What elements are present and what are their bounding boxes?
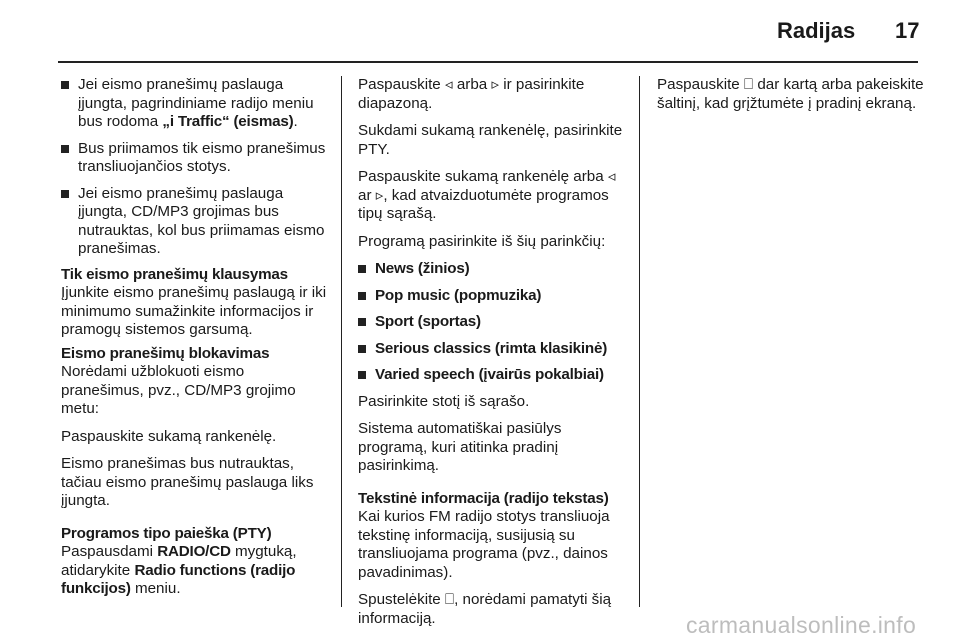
section-heading-listening: Tik eismo pranešimų klausymas: [61, 265, 288, 283]
paragraph: Programą pasirinkite iš šių parinkčių:: [358, 232, 606, 250]
bullet-item: Jei eismo pranešimų paslauga įjungta, CD/MP3 grojimas bus nutrauktas, kol bus priimamas eismo pranešimas.: [61, 185, 329, 259]
column-divider-1: [341, 76, 342, 607]
paragraph: Paspauskite sukamą rankenėlę.: [61, 427, 277, 445]
paragraph: Spustelėkite ⎕, norėdami pamatyti šią informaciją.: [358, 591, 612, 627]
pty-option: News (žinios): [358, 260, 630, 279]
bullet-square-icon: [61, 81, 69, 89]
page-title: Radijas: [777, 18, 856, 43]
bullet-square-icon: [61, 190, 69, 198]
paragraph: Norėdami užblokuoti eismo pranešimus, pvz., CD/MP3 grojimo metu:: [61, 363, 296, 417]
bullet-square-icon: [61, 145, 69, 153]
header-rule: [58, 61, 918, 63]
paragraph: Paspauskite sukamą rankenėlę arba ◃ ar ▹, kad atvaizduotumėte programos tipų sąrašą.: [358, 168, 616, 222]
bullet-square-icon: [358, 345, 366, 353]
pty-option: Varied speech (įvairūs pokalbiai): [358, 366, 630, 385]
bullet-square-icon: [358, 265, 366, 273]
pty-option: Serious classics (rimta klasikinė): [358, 340, 630, 359]
column-2: [358, 76, 630, 628]
arrow-right-icon: ▹: [375, 186, 384, 204]
paragraph: Eismo pranešimas bus nutrauktas, tačiau eismo pranešimų paslauga liks įjungta.: [61, 455, 314, 509]
section-heading-text-info: Tekstinė informacija (radijo tekstas): [358, 489, 609, 507]
paragraph: Sistema automatiškai pasiūlys programą, kuri atitinka pradinį pasirinkimą.: [358, 420, 562, 474]
pty-option: Pop music (popmuzika): [358, 287, 630, 306]
paragraph: Paspauskite ⎕ dar kartą arba pakeiskite šaltinį, kad grįžtumėte į pradinį ekraną.: [657, 76, 924, 112]
column-divider-2: [639, 76, 640, 607]
paragraph: Paspausdami RADIO/CD mygtuką, atidarykite Radio functions (radijo funkcijos) meniu.: [61, 543, 297, 597]
arrow-left-icon: ◃: [607, 168, 616, 185]
paragraph: Sukdami sukamą rankenėlę, pasirinkite PTY.: [358, 122, 623, 158]
arrow-left-icon: ◃: [444, 76, 453, 93]
bullet-square-icon: [358, 371, 366, 379]
section-heading-pty: Programos tipo paieška (PTY): [61, 524, 272, 542]
paragraph: Kai kurios FM radijo stotys transliuoja tekstinę informaciją, susijusią su transliuojama programa (pvz., dainos pavadinimas).: [358, 508, 610, 581]
pty-option: Sport (sportas): [358, 313, 630, 332]
paragraph: Įjunkite eismo pranešimų paslaugą ir iki minimumo sumažinkite informacijos ir pramogų sistemos garsumą.: [61, 284, 327, 338]
bullet-item: Bus priimamos tik eismo pranešimus transliuojančios stotys.: [61, 140, 329, 177]
bullet-square-icon: [358, 318, 366, 326]
info-button-icon: ⎕: [743, 76, 754, 93]
info-button-icon: ⎕: [444, 591, 455, 608]
arrow-right-icon: ▹: [491, 76, 500, 93]
paragraph: Pasirinkite stotį iš sąrašo.: [358, 392, 530, 410]
page-number: 17: [895, 18, 920, 43]
section-heading-blocking: Eismo pranešimų blokavimas: [61, 344, 270, 362]
watermark: carmanualsonline.info: [686, 612, 917, 638]
bullet-square-icon: [358, 292, 366, 300]
column-3: [657, 76, 927, 113]
bullet-item: Jei eismo pranešimų paslauga įjungta, pagrindiniame radijo meniu bus rodoma „i Traffic“ (eismas).: [61, 76, 329, 132]
column-1: [61, 76, 329, 599]
paragraph: Paspauskite ◃ arba ▹ ir pasirinkite diapazoną.: [358, 76, 585, 112]
